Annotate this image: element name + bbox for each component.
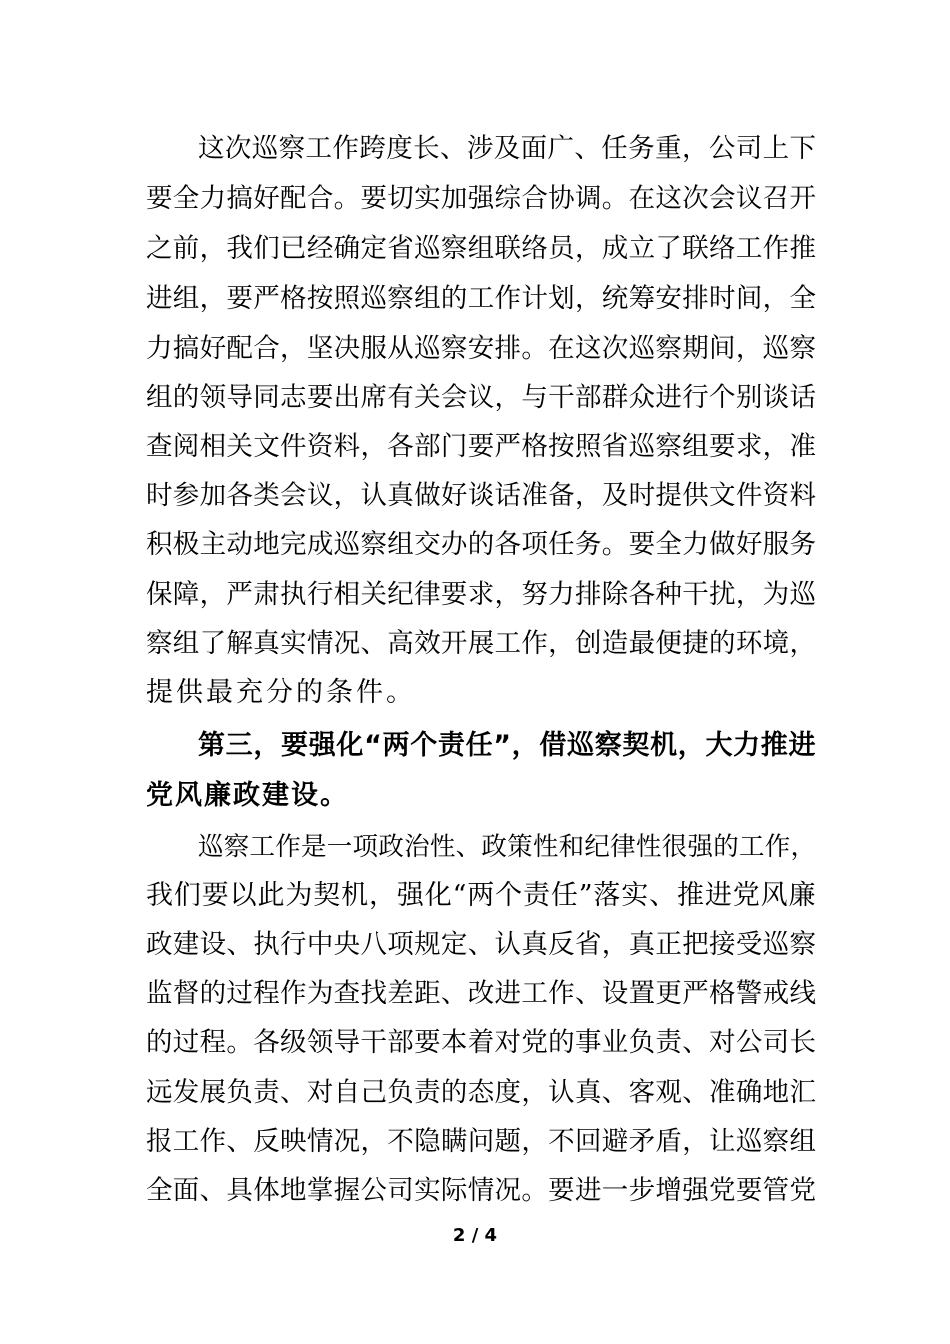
paragraph-1-line-3: 之前，我们已经确定省巡察组联络员，成立了联络工作推: [146, 233, 816, 264]
paragraph-1-line-10: 保障，严肃执行相关纪律要求，努力排除各种干扰，为巡: [146, 579, 816, 610]
paragraph-2-line-4: 监督的过程作为查找差距、改进工作、设置更严格警戒线: [146, 978, 816, 1009]
paragraph-1-line-6: 组的领导同志要出席有关会议，与干部群众进行个别谈话: [146, 382, 816, 413]
paragraph-1-line-2: 要全力搞好配合。要切实加强综合协调。在这次会议召开: [146, 183, 816, 214]
section-heading-line-1: 第三，要强化“两个责任”，借巡察契机，大力推进: [198, 730, 816, 761]
paragraph-1-line-1: 这次巡察工作跨度长、涉及面广、任务重，公司上下: [198, 133, 816, 164]
paragraph-2-line-3: 政建设、执行中央八项规定、认真反省，真正把接受巡察: [146, 929, 816, 960]
paragraph-1-line-8: 时参加各类会议，认真做好谈话准备，及时提供文件资料: [146, 480, 816, 511]
paragraph-1-line-4: 进组，要严格按照巡察组的工作计划，统筹安排时间，全: [146, 283, 816, 314]
section-heading-line-2: 党风廉政建设。: [146, 780, 349, 811]
paragraph-2-line-7: 报工作、反映情况，不隐瞒问题，不回避矛盾，让巡察组: [146, 1126, 816, 1157]
paragraph-2-line-1: 巡察工作是一项政治性、政策性和纪律性很强的工作，: [198, 832, 816, 862]
paragraph-1-line-11: 察组了解真实情况、高效开展工作，创造最便捷的环境，: [146, 628, 816, 659]
page-number: 2 / 4: [452, 1225, 498, 1246]
paragraph-1-line-9: 积极主动地完成巡察组交办的各项任务。要全力做好服务: [146, 529, 816, 560]
paragraph-2-line-8: 全面、具体地掌握公司实际情况。要进一步增强党要管党: [146, 1175, 816, 1206]
paragraph-1-line-12: 提供最充分的条件。: [146, 677, 416, 708]
paragraph-2-line-2: 我们要以此为契机，强化“两个责任”落实、推进党风廉: [146, 880, 816, 911]
paragraph-1-line-7: 查阅相关文件资料，各部门要严格按照省巡察组要求，准: [146, 431, 816, 462]
paragraph-2-line-6: 远发展负责、对自己负责的态度，认真、客观、准确地汇: [146, 1077, 816, 1108]
paragraph-2-line-5: 的过程。各级领导干部要本着对党的事业负责、对公司长: [146, 1027, 816, 1058]
paragraph-1-line-5: 力搞好配合，坚决服从巡察安排。在这次巡察期间，巡察: [146, 333, 816, 364]
